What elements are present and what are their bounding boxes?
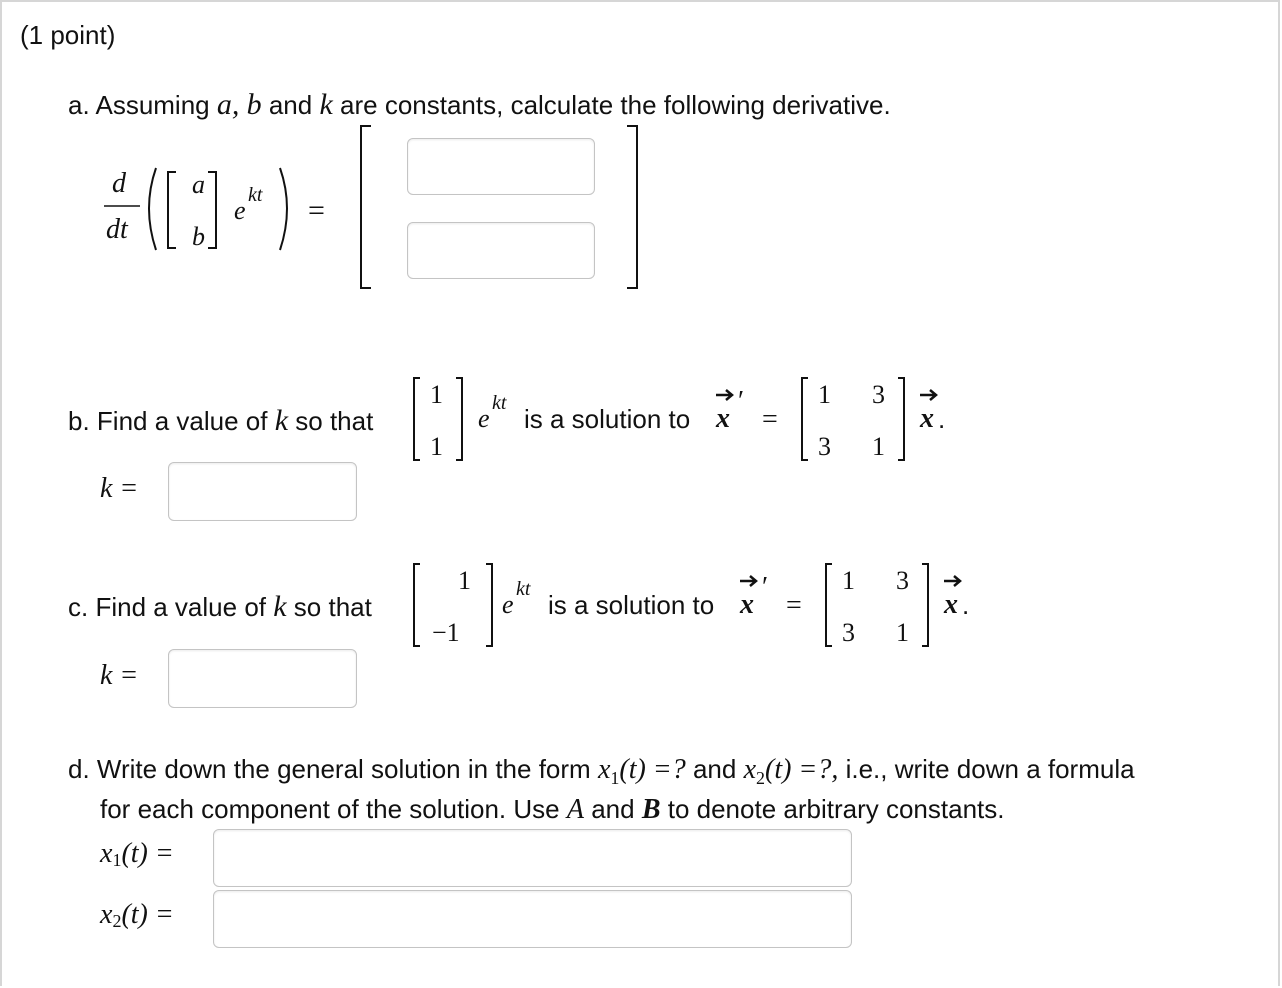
exp-e: e bbox=[478, 404, 490, 433]
equals-sign: = bbox=[762, 404, 778, 435]
part-a-prompt bbox=[68, 88, 891, 122]
x2-subscript: 2 bbox=[756, 768, 765, 789]
x2-eq: (t) =?, bbox=[765, 754, 839, 785]
x1-label-rest: (t) = bbox=[121, 838, 174, 869]
k-input-b[interactable] bbox=[168, 462, 357, 521]
matrix-bracket-c bbox=[824, 562, 934, 652]
and-word: and bbox=[268, 90, 313, 120]
vec-c-bottom: −1 bbox=[432, 618, 460, 647]
x-vector: x bbox=[716, 403, 730, 434]
derivative-input-bottom[interactable] bbox=[407, 222, 595, 279]
and-word: and bbox=[692, 754, 737, 784]
so-that: so that bbox=[293, 592, 372, 622]
points-label: (1 point) bbox=[20, 20, 116, 50]
vec-a: a bbox=[192, 170, 205, 199]
matrix-bracket-b bbox=[800, 376, 910, 466]
var-a: a, bbox=[216, 88, 240, 121]
solution-text: is a solution to bbox=[548, 590, 715, 620]
x-vector: x bbox=[740, 589, 754, 620]
x1-label-symbol: x bbox=[100, 838, 113, 869]
vec-b-bottom: 1 bbox=[430, 432, 443, 461]
derivative-input-top[interactable] bbox=[407, 138, 595, 195]
part-d-intro: d. Write down the general solution in the form bbox=[68, 754, 591, 784]
x2-symbol: x bbox=[743, 754, 756, 785]
var-b: b bbox=[246, 88, 262, 121]
part-a-rest: are constants, calculate the following derivative. bbox=[340, 90, 891, 120]
x2-label-rest: (t) = bbox=[121, 899, 174, 930]
var-k: k bbox=[274, 404, 289, 437]
vec-c-top: 1 bbox=[458, 566, 471, 595]
x2-answer-label bbox=[100, 899, 174, 932]
period: . bbox=[962, 590, 970, 620]
x2-label-sub: 2 bbox=[112, 911, 122, 932]
m21: 3 bbox=[818, 432, 831, 461]
m12: 3 bbox=[872, 380, 885, 409]
part-b-label: b. Find a value of bbox=[68, 406, 268, 436]
part-d-denote: to denote arbitrary constants. bbox=[667, 794, 1005, 824]
and-word: and bbox=[591, 794, 635, 824]
m12: 3 bbox=[896, 566, 909, 595]
m22: 1 bbox=[872, 432, 885, 461]
exp-kt: kt bbox=[516, 578, 531, 600]
m11: 1 bbox=[842, 566, 855, 595]
exp-kt: kt bbox=[248, 184, 263, 206]
part-b-prompt bbox=[68, 404, 373, 438]
part-d-use: for each component of the solution. Use bbox=[100, 794, 560, 824]
exp-kt: kt bbox=[492, 392, 507, 414]
x1-symbol: x bbox=[597, 754, 611, 785]
part-c-label: c. Find a value of bbox=[68, 592, 266, 622]
m22: 1 bbox=[896, 618, 909, 647]
dt-denominator: dt bbox=[106, 214, 128, 245]
const-A: A bbox=[566, 794, 584, 825]
m21: 3 bbox=[842, 618, 855, 647]
vector-arrow-icon bbox=[918, 388, 948, 402]
prime: ′ bbox=[762, 572, 769, 603]
paren-bracket-group bbox=[140, 160, 300, 260]
equals-sign: = bbox=[308, 194, 325, 227]
x1-subscript: 1 bbox=[610, 768, 620, 789]
prime: ′ bbox=[738, 386, 745, 417]
x1-eq: (t) =? bbox=[619, 754, 686, 785]
part-c-prompt bbox=[68, 590, 372, 624]
x1-label-sub: 1 bbox=[112, 850, 122, 871]
const-B: B bbox=[641, 794, 661, 825]
var-k: k bbox=[273, 590, 287, 623]
vec-b-top: 1 bbox=[430, 380, 443, 409]
k-input-c[interactable] bbox=[168, 649, 357, 708]
k-answer-label: k = bbox=[100, 660, 139, 691]
part-d-line2 bbox=[100, 794, 1004, 826]
d-numerator: d bbox=[112, 168, 126, 199]
var-k: k bbox=[319, 88, 333, 121]
x-vector: x bbox=[920, 403, 934, 434]
x2-input[interactable] bbox=[213, 890, 852, 948]
period: . bbox=[938, 404, 946, 434]
fraction-bar bbox=[104, 205, 144, 209]
part-d-ie: i.e., write down a formula bbox=[845, 754, 1135, 784]
m11: 1 bbox=[818, 380, 831, 409]
so-that: so that bbox=[295, 406, 374, 436]
solution-text: is a solution to bbox=[524, 404, 691, 434]
part-a-label: a. Assuming bbox=[68, 90, 210, 120]
k-answer-label: k = bbox=[100, 473, 139, 504]
x-vector: x bbox=[944, 589, 958, 620]
vector-arrow-icon bbox=[942, 574, 972, 588]
vec-b: b bbox=[192, 222, 205, 251]
equals-sign: = bbox=[786, 590, 802, 621]
x1-input[interactable] bbox=[213, 829, 852, 887]
part-d-line1 bbox=[68, 754, 1135, 789]
x1-answer-label bbox=[100, 838, 174, 871]
x2-label-symbol: x bbox=[100, 899, 113, 930]
exp-e: e bbox=[502, 590, 514, 619]
exp-e: e bbox=[234, 196, 246, 225]
